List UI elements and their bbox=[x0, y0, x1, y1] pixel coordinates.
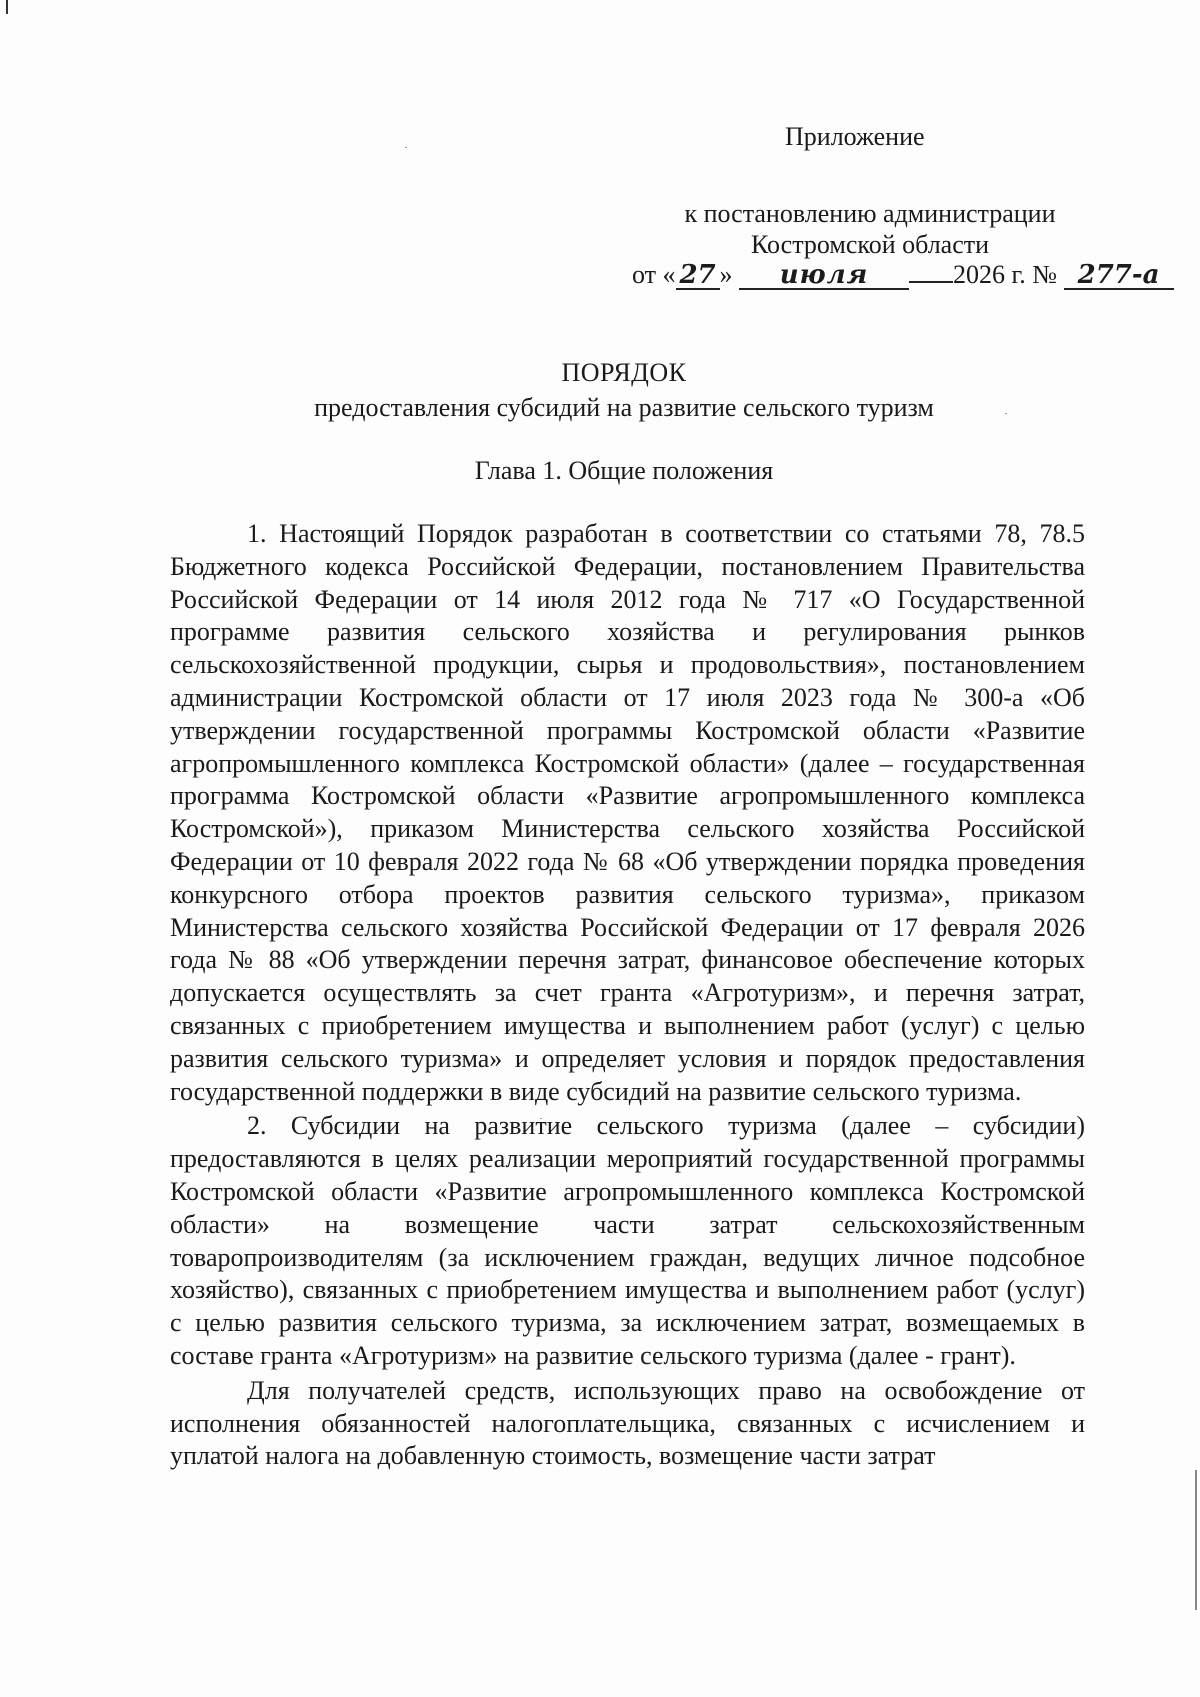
date-year: 2026 г. № bbox=[953, 260, 1058, 289]
date-prefix: от « bbox=[632, 260, 676, 289]
paragraph: 1. Настоящий Порядок разработан в соответствии со статьями 78, 78.5 Бюджетного кодекса Российской Федерации, постановлением Правительства Российской Федерации от 14 июля 2012 года № 717 «О Государственной программе развития сельского хозяйства и регулирования рынков сельскохозяйственной продукции, сырья и продовольствия», постановлением администрации Костромской области от 17 июля 2023 года № 300-а «Об утверждении государственной программы Костромской области «Развитие агропромышленного комплекса Костромской области» (далее – государственная программа Костромской области «Развитие агропромышленного комплекса Костромской»), приказом Министерства сельского хозяйства Российской Федерации от 10 февраля 2022 года № 68 «Об утверждении порядка проведения конкурсного отбора проектов развития сельского туризма», приказом Министерства сельского хозяйства Российской Федерации от 17 февраля 2026 года № 88 «Об утверждении перечня затрат, финансовое обеспечение которых допускается осуществлять за счет гранта «Агротуризм», и перечня затрат, связанных с приобретением имущества и выполнением работ (услуг) с целью развития сельского туризма» и определяет условия и порядок предоставления государственной поддержки в виде субсидий на развитие сельского туризма. bbox=[170, 519, 1085, 1106]
decree-date-line bbox=[632, 259, 1174, 291]
handwritten-decree-number: 277-а bbox=[1064, 262, 1174, 290]
scan-artifact-mark bbox=[6, 0, 8, 14]
document-subtitle: предоставления субсидий на развитие сельского туризм bbox=[314, 393, 934, 422]
chapter-title: Глава 1. Общие положения bbox=[474, 456, 774, 485]
scan-speck bbox=[405, 147, 407, 148]
date-underline bbox=[909, 281, 953, 283]
handwritten-day: 27 bbox=[676, 262, 720, 290]
scan-artifact-edge bbox=[1195, 1470, 1197, 1610]
decree-reference bbox=[620, 198, 1120, 260]
handwritten-month: июля bbox=[739, 262, 909, 290]
document-body bbox=[170, 518, 1085, 1473]
annex-title: Приложение bbox=[785, 122, 925, 151]
date-quote-close: » bbox=[719, 260, 733, 289]
paragraph: 2. Субсидии на развитие сельского туризма (далее – субсидии) предоставляются в целях реализации мероприятий государственной программы Костромской области «Развитие агропромышленного комплекса Костромской области» на возмещение части затрат сельскохозяйственным товаропроизводителям (за исключением граждан, ведущих личное подсобное хозяйство), связанных с приобретением имущества и выполнением работ (услуг) с целью развития сельского туризма, за исключением затрат, возмещаемых в составе гранта «Агротуризм» на развитие сельского туризма (далее - грант). bbox=[170, 1111, 1085, 1370]
paragraph: Для получателей средств, использующих право на освобождение от исполнения обязанностей налогоплательщика, связанных с исчислением и уплатой налога на добавленную стоимость, возмещение части затрат bbox=[170, 1375, 1085, 1471]
document-title: ПОРЯДОК bbox=[561, 358, 687, 387]
decree-line: к постановлению администрации bbox=[684, 199, 1056, 228]
decree-line: Костромской области bbox=[750, 230, 990, 259]
